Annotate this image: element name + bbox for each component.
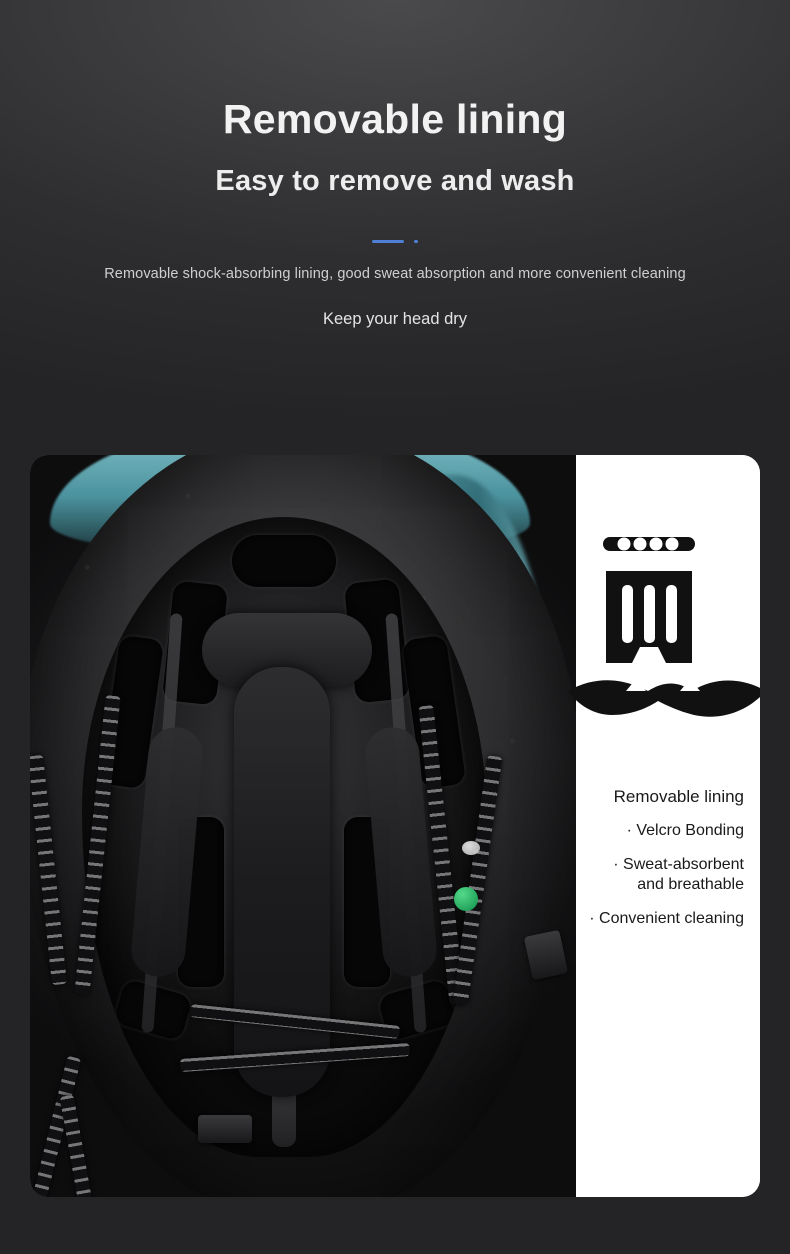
feature-item-line: · Sweat-absorbent [613, 856, 744, 873]
helmet-lining-icon [566, 515, 760, 735]
hero-description-secondary: Keep your head dry [322, 310, 467, 329]
feature-list-title: Removable lining [613, 787, 744, 806]
page-subtitle: Easy to remove and wash [215, 165, 575, 198]
feature-list [572, 787, 760, 943]
feature-item [572, 855, 744, 895]
info-column [576, 455, 760, 1197]
green-sticker [454, 887, 478, 911]
vent [232, 535, 336, 587]
accent-divider [372, 240, 418, 244]
feature-item: · Velcro Bonding [626, 822, 744, 839]
divider-dot [414, 240, 418, 243]
page-title: Removable lining [222, 96, 568, 142]
chin-strap [60, 1095, 95, 1197]
lining-pad-center [234, 667, 330, 1097]
strap-adjuster [198, 1115, 252, 1143]
product-image-card [30, 455, 760, 1197]
hero-section [0, 0, 790, 440]
feature-item: · Convenient cleaning [589, 910, 744, 927]
hero-description: Removable shock-absorbing lining, good sweat absorption and more convenient cleaning [104, 266, 686, 283]
divider-bar [372, 240, 404, 243]
helmet-photo [30, 455, 576, 1197]
feature-item-line: and breathable [637, 876, 744, 893]
vent-highlight [462, 841, 480, 855]
strap-buckle [524, 930, 568, 981]
